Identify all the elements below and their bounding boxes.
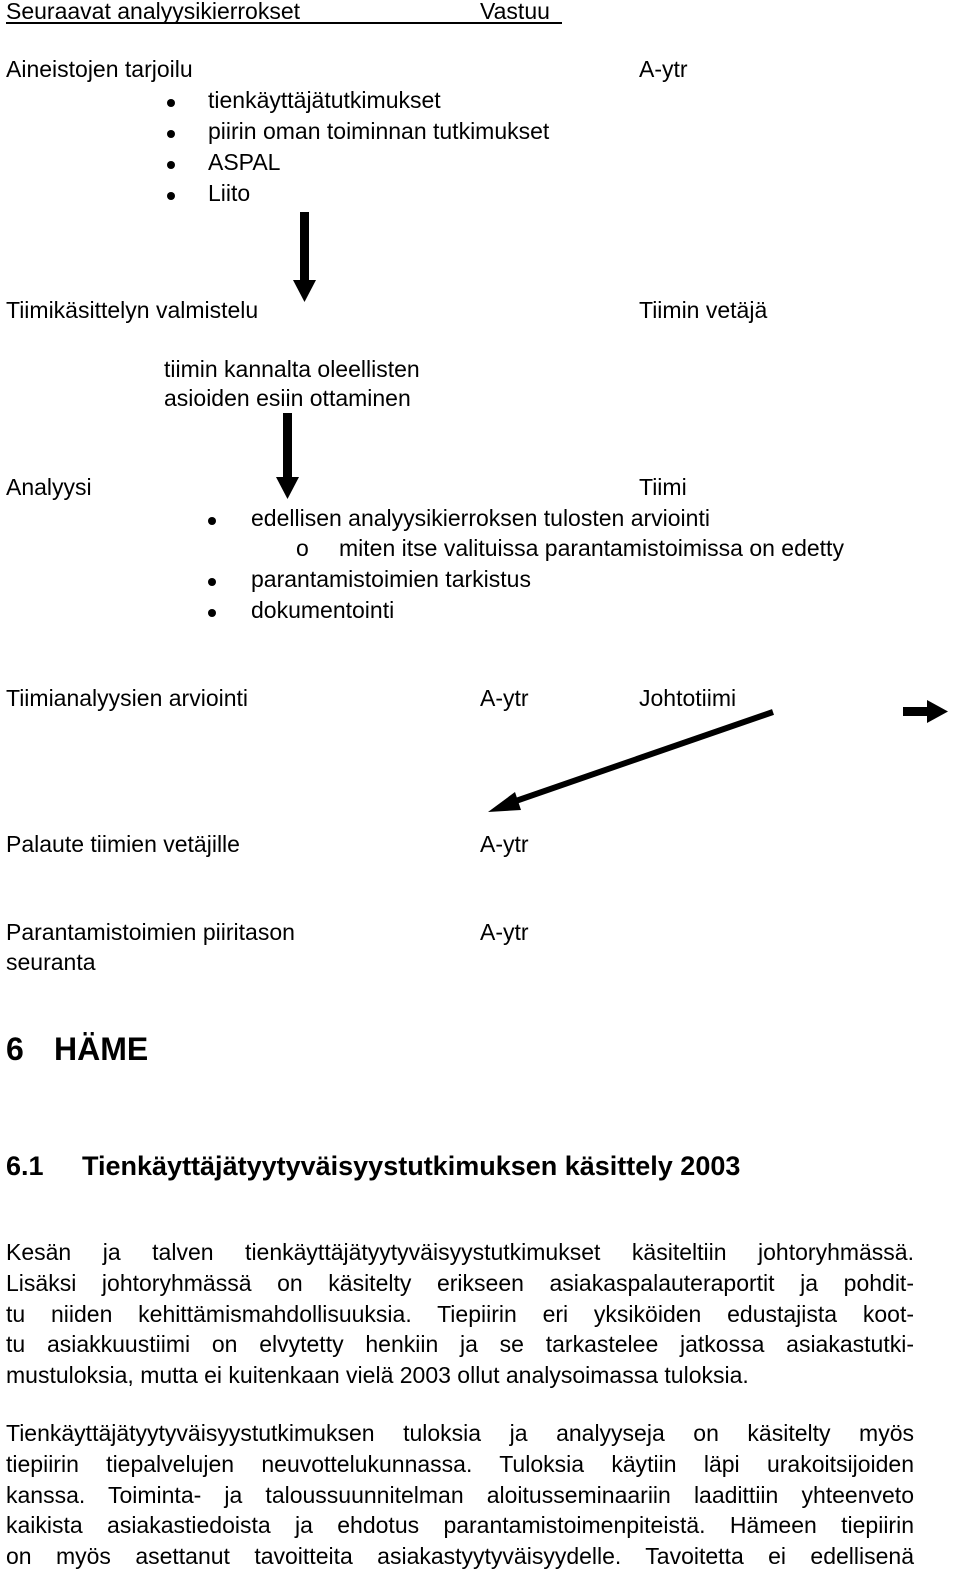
- step-tiimikasittely-note-line2: asioiden esiin ottaminen: [164, 385, 411, 411]
- header-col-analysis-rounds: Seuraavat analyysikierrokset: [6, 0, 301, 24]
- step-analyysi-label: Analyysi: [6, 474, 92, 500]
- list-subitem: miten itse valituissa parantamistoimissa on edetty: [339, 535, 844, 561]
- step-seuranta-owner: A-ytr: [480, 919, 529, 945]
- down-arrow-icon: [273, 413, 303, 501]
- list-item: edellisen analyysikierroksen tulosten arviointi: [251, 505, 710, 531]
- step-aineistot-owner: A-ytr: [639, 56, 688, 82]
- step-tiimianalyysit-label: Tiimianalyysien arviointi: [6, 685, 249, 711]
- paragraph-line: on myös asettanut tavoitteita asiakastyytyväisyydelle. Tavoitetta ei edellisenä: [6, 1543, 914, 1570]
- paragraph-line: tu niiden kehittämismahdollisuuksia. Tiepiirin eri yksiköiden edustajista koot-: [6, 1300, 914, 1327]
- step-analyysi-owner: Tiimi: [639, 474, 687, 500]
- section-title: HÄME: [54, 1031, 149, 1067]
- step-tiimikasittely-label: Tiimikäsittelyn valmistelu: [6, 297, 259, 323]
- bullet-icon: [167, 99, 175, 107]
- paragraph-line: Tienkäyttäjätyytyväisyystutkimuksen tuloksia ja analyyseja on käsitelty myös: [6, 1420, 914, 1446]
- sub-bullet-icon: o: [296, 535, 309, 561]
- step-aineistot-label: Aineistojen tarjoilu: [6, 56, 193, 82]
- paragraph-line: mustuloksia, mutta ei kuitenkaan vielä 2003 ollut analysoimassa tuloksia.: [6, 1362, 749, 1389]
- step-tiimikasittely-owner: Tiimin vetäjä: [639, 297, 768, 323]
- step-seuranta-label-line1: Parantamistoimien piiritason: [6, 919, 295, 945]
- right-arrow-icon: [903, 698, 949, 726]
- paragraph-line: Kesän ja talven tienkäyttäjätyytyväisyystutkimukset käsiteltiin johtoryhmässä.: [6, 1239, 914, 1265]
- bullet-icon: [208, 609, 216, 617]
- step-tiimianalyysit-owner: A-ytr: [480, 685, 529, 711]
- subsection-title: Tienkäyttäjätyytyväisyystutkimuksen käsittely 2003: [82, 1151, 741, 1181]
- paragraph-line: kaikista asiakastiedoista ja ehdotus parantamistoimenpiteistä. Hämeen tiepiirin: [6, 1512, 914, 1539]
- paragraph-line: tiepiirin tiepalvelujen neuvottelukunnassa. Tuloksia käytiin läpi urakoitsijoiden: [6, 1450, 914, 1477]
- list-item: tienkäyttäjätutkimukset: [208, 87, 441, 113]
- list-item: dokumentointi: [251, 597, 395, 623]
- section-number: 6: [6, 1031, 24, 1067]
- list-item: piirin oman toiminnan tutkimukset: [208, 118, 550, 144]
- paragraph-line: tu asiakkuustiimi on elvytetty henkiin ja se tarkastelee jatkossa asiakastutki-: [6, 1331, 914, 1358]
- step-palaute-label: Palaute tiimien vetäjille: [6, 831, 240, 857]
- header-underline: [6, 22, 562, 24]
- bullet-icon: [167, 161, 175, 169]
- subsection-number: 6.1: [6, 1151, 44, 1181]
- paragraph-1: [6, 1237, 914, 1391]
- list-item: Liito: [208, 180, 251, 206]
- step-palaute-owner: A-ytr: [480, 831, 529, 857]
- bullet-icon: [167, 192, 175, 200]
- paragraph-line: kanssa. Toiminta- ja taloussuunnitelman aloitusseminaariin laadittiin yhteenveto: [6, 1481, 914, 1508]
- bullet-icon: [167, 130, 175, 138]
- bullet-icon: [208, 517, 216, 525]
- step-seuranta-label-line2: seuranta: [6, 949, 96, 975]
- paragraph-line: Lisäksi johtoryhmässä on käsitelty erikseen asiakaspalauteraportit ja pohdit-: [6, 1269, 914, 1296]
- down-arrow-icon: [290, 212, 320, 304]
- step-tiimianalyysit-group: Johtotiimi: [639, 685, 737, 711]
- bullet-icon: [208, 578, 216, 586]
- list-item: ASPAL: [208, 149, 281, 175]
- header-col-responsibility: Vastuu: [480, 0, 550, 24]
- paragraph-2: [6, 1418, 914, 1572]
- diagonal-arrow-icon: [485, 708, 777, 816]
- list-item: parantamistoimien tarkistus: [251, 566, 531, 592]
- step-tiimikasittely-note-line1: tiimin kannalta oleellisten: [164, 356, 420, 382]
